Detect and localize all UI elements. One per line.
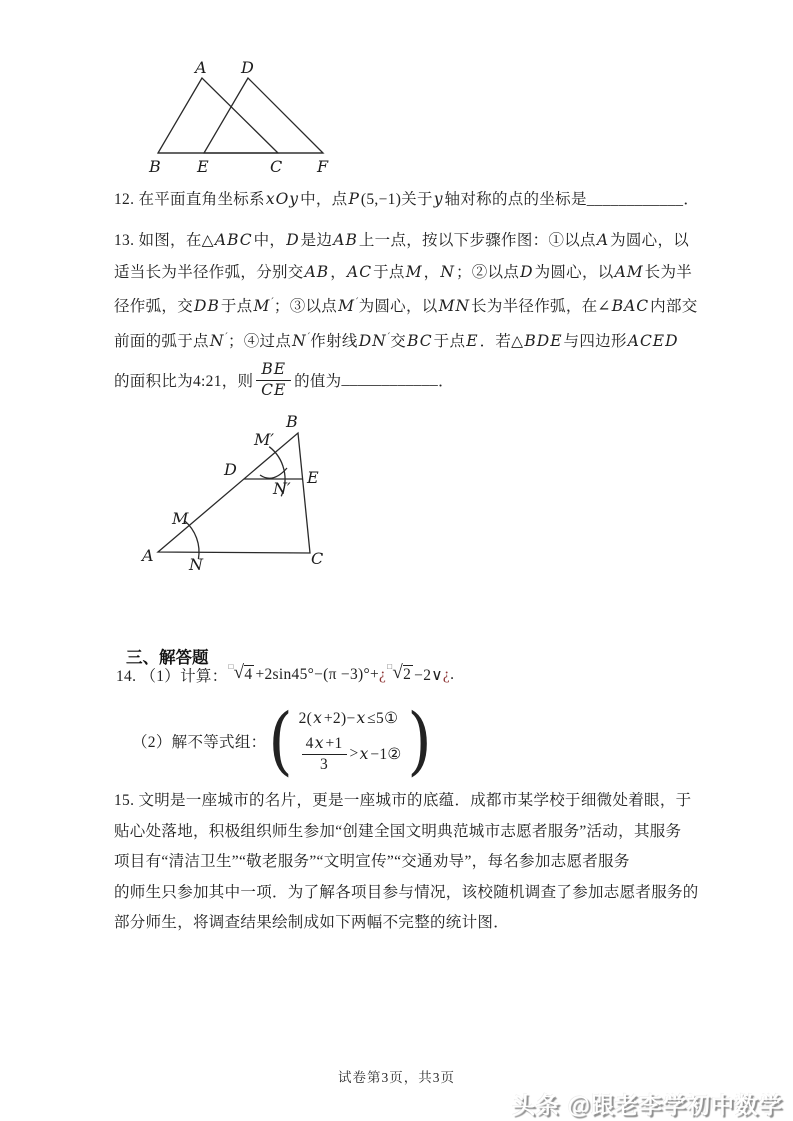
watermark: 头条 @跟老李学初中数学	[512, 1092, 783, 1118]
vertex-label-b2: B	[286, 413, 298, 431]
problem-13-line4: 前面的弧于点N′；④过点N′作射线DN′交BC于点E．若△BDE与四边形ACED	[114, 331, 679, 350]
inequality-2: $\frac{4x+1}{3}$ > x −1②	[299, 735, 402, 774]
page-footer: 试卷第3页，共3页	[338, 1070, 455, 1085]
problem-15-line1: 15. 文明是一座城市的名片，更是一座城市的底蕴．成都市某学校于细微处着眼，于	[114, 792, 692, 809]
vertex-label-c2: C	[311, 549, 324, 568]
problem-13-line5: 的面积比为4:21，则 $\frac{BE}{CE}$ 的值为 ____________ ．	[114, 359, 454, 399]
problem-14-part1: 14. （1）计算： □ √ 4 +2sin45°−(π −3)°+ ¿ □ √ 2 −2∨ ¿ .	[116, 662, 455, 685]
left-delimiter: (	[268, 697, 294, 784]
problem-15-line2: 贴心处落地，积极组织师生参加“创建全国文明典范城市志愿者服务”活动，其服务	[114, 822, 682, 840]
problem-13-line2: 适当长为半径作弧，分别交AB，AC于点M，N；②以点D为圆心，以AM长为半	[114, 262, 693, 281]
problem-13-line1: 13. 如图，在△ABC中，D是边AB上一点，按以下步骤作图：①以点A为圆心，以	[114, 231, 690, 249]
point-label-m: M	[172, 509, 189, 528]
inequality-system	[299, 709, 402, 774]
point-label-d2: D	[224, 460, 237, 479]
inequality-1: 2(x+2)−x≤5①	[298, 708, 399, 727]
vertex-label-d: D	[241, 58, 254, 77]
problem-15-line5: 部分师生，将调查结果绘制成如下两幅不完整的统计图．	[114, 914, 510, 931]
vertex-label-b: B	[149, 157, 161, 175]
vertex-label-a: A	[195, 58, 207, 77]
vertex-label-e: E	[197, 157, 209, 175]
point-label-n: N	[189, 555, 203, 574]
point-label-e2: E	[307, 468, 319, 487]
problem-14-part2	[132, 697, 434, 784]
vertex-label-c: C	[270, 157, 283, 175]
problem-13	[114, 225, 698, 357]
problem-15-line4: 的师生只参加其中一项．为了解各项目参与情况，该校随机调查了参加志愿者服务的	[114, 883, 699, 901]
arc-at-n-prime	[260, 468, 287, 478]
overlapping-triangles-figure	[140, 50, 340, 175]
point-label-m-prime: M′	[254, 430, 275, 449]
construction-triangle-figure	[138, 413, 338, 578]
right-delimiter: )	[406, 697, 432, 784]
point-label-n-prime: N′	[273, 479, 291, 498]
problem-12-text: 12. 在平面直角坐标系xOy中，点P(5,−1)关于y轴对称的点的坐标是____________．	[114, 190, 700, 208]
section-heading: 三、解答题	[126, 649, 209, 667]
problem-15-line3: 项目有“清洁卫生”“敬老服务”“文明宣传”“交通劝导”，每名参加志愿者服务	[114, 853, 630, 870]
problem-13-line3: 径作弧，交DB于点M′；③以点M′为圆心，以MN长为半径作弧，在∠BAC内部交	[114, 297, 698, 315]
triangle-def	[204, 78, 323, 153]
vertex-label-a2: A	[142, 546, 154, 565]
problem-14-part2-label: （2）解不等式组：	[132, 734, 267, 751]
problem-15	[114, 786, 699, 939]
vertex-label-f: F	[317, 157, 329, 175]
